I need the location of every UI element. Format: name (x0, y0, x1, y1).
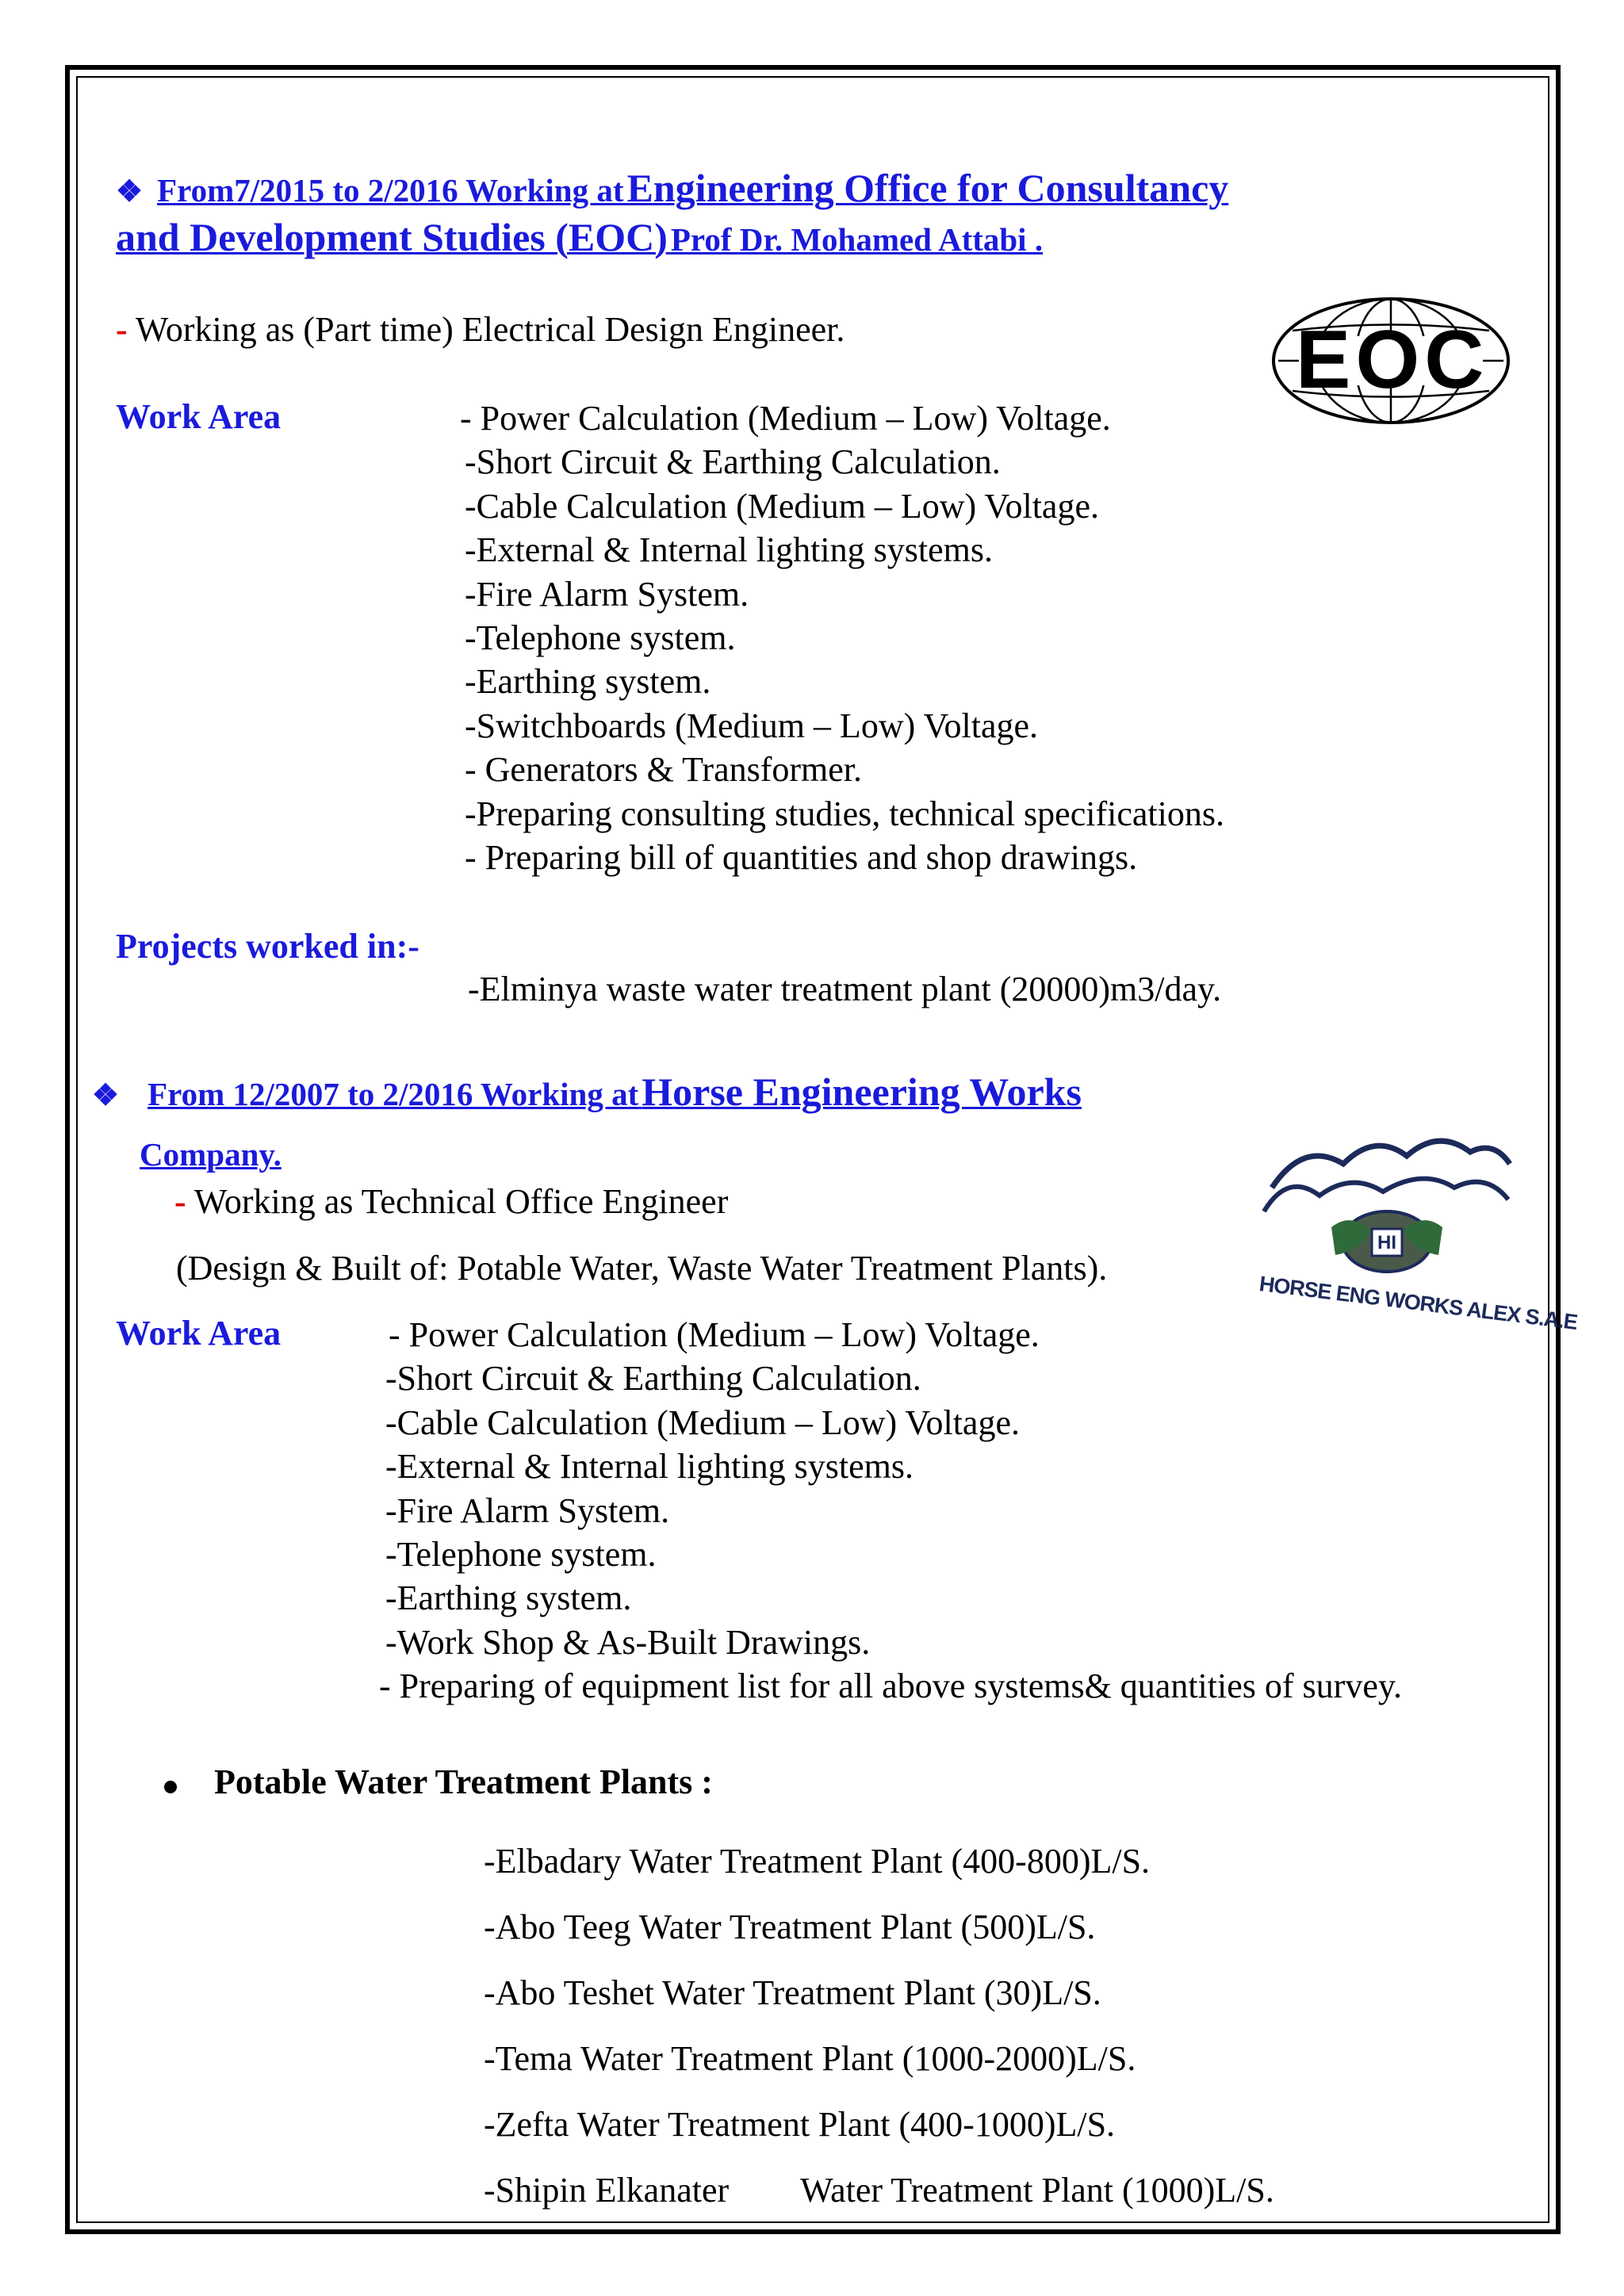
list-item: -Earthing system. (385, 1578, 632, 1618)
section2-company-part1: Horse Engineering Works (642, 1070, 1082, 1114)
section2-role (174, 1181, 728, 1222)
diamond-bullet-icon: ❖ (116, 175, 144, 209)
list-item: -Telephone system. (465, 618, 736, 658)
section2-company-part2: Company. (140, 1136, 282, 1173)
list-item: - Preparing of equipment list for all above systems& quantities of survey. (379, 1667, 1402, 1706)
horse-logo-text: HORSE ENG WORKS ALEX S.A.E (1258, 1272, 1579, 1334)
bullet-icon (164, 1781, 177, 1793)
list-item: - Preparing bill of quantities and shop drawings. (465, 838, 1138, 878)
section1-dates: From7/2015 to 2/2016 Working at (157, 172, 624, 209)
section1-company-part1: Engineering Office for Consultancy (626, 166, 1229, 210)
potable-plants-list (484, 1828, 1274, 2223)
section2-heading-line1 (92, 1069, 1082, 1115)
section1-supervisor: Prof Dr. Mohamed Attabi . (670, 221, 1044, 258)
list-item: -Abo Teeg Water Treatment Plant (500)L/S. (484, 1908, 1096, 1946)
plant-detail: Water Treatment Plant (1000)L/S. (800, 2171, 1274, 2210)
role-dash: - (174, 1182, 186, 1221)
list-item: -Zefta Water Treatment Plant (400-1000)L/S. (484, 2105, 1116, 2144)
diamond-bullet-icon: ❖ (92, 1079, 120, 1112)
list-item (484, 2157, 1274, 2223)
role-text: Working as Technical Office Engineer (193, 1182, 729, 1221)
list-item: -Earthing system. (465, 662, 711, 702)
list-item: - Generators & Transformer. (465, 750, 863, 790)
horse-logo-monogram: HI (1377, 1232, 1396, 1253)
list-item: -Elbadary Water Treatment Plant (400-800)L/S. (484, 1842, 1151, 1881)
section1-projects-label: Projects worked in:- (116, 927, 419, 966)
eoc-logo (1269, 295, 1513, 427)
role-text: Working as (Part time) Electrical Design Engineer. (135, 310, 845, 349)
list-item: - Power Calculation (Medium – Low) Voltage. (460, 399, 1111, 438)
section2-dates: From 12/2007 to 2/2016 Working at (147, 1076, 639, 1112)
section2-work-area-list (379, 1313, 1402, 1709)
section1-heading-line2 (116, 214, 1043, 260)
list-item: -Short Circuit & Earthing Calculation. (385, 1359, 921, 1399)
plant-name: -Shipin Elkanater (484, 2171, 730, 2210)
list-item: -Abo Teshet Water Treatment Plant (30)L/S. (484, 1973, 1101, 2012)
list-item: -Cable Calculation (Medium – Low) Voltage. (465, 486, 1099, 526)
section1-work-area-list (460, 396, 1224, 879)
list-item: -Telephone system. (385, 1535, 657, 1575)
list-item: -Cable Calculation (Medium – Low) Voltage. (385, 1402, 1020, 1442)
section2-work-area-label: Work Area (116, 1314, 282, 1353)
list-item: -Short Circuit & Earthing Calculation. (465, 442, 1001, 482)
role-dash: - (116, 310, 128, 349)
list-item: -External & Internal lighting systems. (465, 530, 993, 570)
list-item: - Power Calculation (Medium – Low) Voltage. (389, 1315, 1040, 1354)
list-item: -External & Internal lighting systems. (385, 1447, 914, 1487)
project-item: -Elminya waste water treatment plant (20000)m3/day. (468, 970, 1222, 1008)
section2-scope: (Design & Built of: Potable Water, Waste Water Treatment Plants). (176, 1249, 1108, 1288)
eoc-logo-text: EOC (1296, 314, 1489, 406)
potable-plants-heading: Potable Water Treatment Plants : (214, 1762, 713, 1801)
section1-work-area-label: Work Area (116, 397, 282, 436)
section1-heading-line1 (116, 165, 1228, 211)
list-item: -Tema Water Treatment Plant (1000-2000)L/S. (484, 2039, 1136, 2078)
horse-eng-logo (1256, 1124, 1579, 1334)
list-item: -Fire Alarm System. (385, 1490, 670, 1530)
list-item: -Switchboards (Medium – Low) Voltage. (465, 706, 1039, 745)
list-item: -Work Shop & As-Built Drawings. (385, 1622, 871, 1662)
list-item: -Preparing consulting studies, technical specifications. (465, 794, 1224, 833)
list-item: -Fire Alarm System. (465, 574, 749, 614)
section1-company-part2: and Development Studies (EOC) (116, 215, 668, 259)
section1-role (116, 309, 845, 350)
